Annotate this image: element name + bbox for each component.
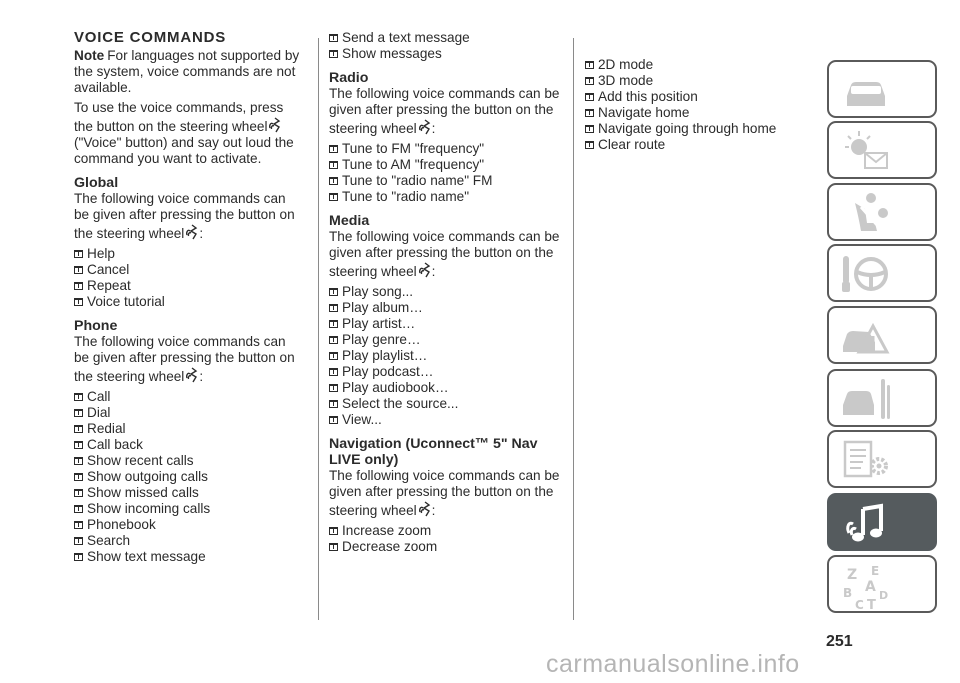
global-intro xyxy=(74,191,302,242)
command-text: Play audiobook… xyxy=(342,380,449,395)
command-list-item xyxy=(329,396,561,412)
bullet-icon xyxy=(329,193,338,201)
svg-text:E: E xyxy=(871,564,880,578)
usage-text-1: To use the voice commands, press the button on the steering wheel xyxy=(74,100,284,134)
voice-button-icon xyxy=(418,118,431,134)
phone-intro xyxy=(74,334,302,385)
bullet-icon xyxy=(74,505,83,513)
column-3 xyxy=(585,57,810,153)
bullet-icon xyxy=(329,416,338,424)
chapter-tab-dashboard[interactable] xyxy=(827,121,937,179)
colon: : xyxy=(199,226,204,241)
command-text: Show incoming calls xyxy=(87,501,211,516)
command-text: Cancel xyxy=(87,262,130,277)
command-text: 3D mode xyxy=(598,73,654,88)
bullet-icon xyxy=(74,489,83,497)
command-text: View... xyxy=(342,412,382,427)
car-service-tools-icon xyxy=(841,375,891,425)
svg-text:D: D xyxy=(879,589,889,602)
chapter-tab-index[interactable] xyxy=(827,555,937,613)
command-list-item xyxy=(329,523,561,539)
bullet-icon xyxy=(329,145,338,153)
command-text: Navigate home xyxy=(598,105,690,120)
bullet-icon xyxy=(74,282,83,290)
colon: : xyxy=(431,121,436,136)
bullet-icon xyxy=(74,425,83,433)
chapter-tab-emergency[interactable] xyxy=(827,306,937,364)
command-text: Select the source... xyxy=(342,396,459,411)
phone-heading: Phone xyxy=(74,318,118,334)
bullet-icon xyxy=(329,304,338,312)
bullet-icon xyxy=(329,527,338,535)
command-text: Tune to "radio name" FM xyxy=(342,173,493,188)
command-text: Increase zoom xyxy=(342,523,432,538)
command-list-item xyxy=(329,284,561,300)
command-text: Repeat xyxy=(87,278,131,293)
command-list-item xyxy=(585,57,810,73)
multimedia-note-icon xyxy=(841,499,891,549)
command-list-item xyxy=(329,300,561,316)
specs-gear-icon xyxy=(841,436,891,486)
navigation-heading-line-2: LIVE only) xyxy=(329,452,399,468)
alphabetical-index-icon xyxy=(841,561,891,611)
bullet-icon xyxy=(329,320,338,328)
command-list-item xyxy=(74,437,302,453)
bullet-icon xyxy=(74,393,83,401)
command-list-item xyxy=(74,469,302,485)
command-text: Add this position xyxy=(598,89,698,104)
bullet-icon xyxy=(74,537,83,545)
phone-command-list xyxy=(74,389,302,565)
command-text: Call back xyxy=(87,437,143,452)
command-text: Navigate going through home xyxy=(598,121,777,136)
command-text: Play genre… xyxy=(342,332,421,347)
command-list-item xyxy=(74,501,302,517)
radio-command-list xyxy=(329,141,561,205)
bullet-icon xyxy=(74,409,83,417)
chapter-tab-technical-data[interactable] xyxy=(827,430,937,488)
command-list-item xyxy=(329,412,561,428)
command-text: Play artist… xyxy=(342,316,416,331)
bullet-icon xyxy=(74,266,83,274)
bullet-icon xyxy=(74,250,83,258)
command-list-item xyxy=(329,46,561,62)
bullet-icon xyxy=(329,34,338,42)
media-intro-text: The following voice commands can be given after pressing the button on the steering wheel xyxy=(329,229,560,279)
command-list-item xyxy=(329,364,561,380)
command-list-item xyxy=(74,549,302,565)
media-heading: Media xyxy=(329,213,370,229)
command-list-item xyxy=(329,30,561,46)
usage-text-2: ("Voice" button) and say out loud the command you want to activate. xyxy=(74,135,294,166)
command-list-item xyxy=(585,105,810,121)
command-list-item xyxy=(74,262,302,278)
phone-command-list-continued xyxy=(329,30,561,62)
note-text: For languages not supported by the system, voice commands are not available. xyxy=(74,48,300,95)
bullet-icon xyxy=(329,336,338,344)
command-text: Show text message xyxy=(87,549,206,564)
command-list-item xyxy=(74,278,302,294)
command-text: Voice tutorial xyxy=(87,294,165,309)
command-text: Play song... xyxy=(342,284,414,299)
chapter-tab-multimedia[interactable] xyxy=(827,493,937,551)
bullet-icon xyxy=(329,161,338,169)
media-command-list xyxy=(329,284,561,428)
command-list-item xyxy=(74,389,302,405)
voice-button-icon xyxy=(185,366,198,382)
navigation-heading-line-1: Navigation (Uconnect™ 5" Nav xyxy=(329,436,538,452)
airbag-seat-icon xyxy=(841,189,891,239)
command-list-item xyxy=(74,453,302,469)
voice-button-icon xyxy=(185,223,198,239)
command-list-item xyxy=(585,121,810,137)
colon: : xyxy=(431,503,436,518)
column-divider xyxy=(573,38,574,620)
radio-intro-text: The following voice commands can be given after pressing the button on the steering wheel xyxy=(329,86,560,136)
bullet-icon xyxy=(585,77,594,85)
command-text: Show recent calls xyxy=(87,453,194,468)
bullet-icon xyxy=(329,368,338,376)
colon: : xyxy=(199,369,204,384)
page-number: 251 xyxy=(826,633,853,650)
navigation-command-list-continued xyxy=(585,57,810,153)
svg-text:A: A xyxy=(865,579,876,595)
navigation-command-list xyxy=(329,523,561,555)
command-text: Decrease zoom xyxy=(342,539,438,554)
watermark: carmanualsonline.info xyxy=(546,650,800,678)
colon: : xyxy=(431,264,436,279)
command-list-item xyxy=(329,157,561,173)
chapter-tab-safety[interactable] xyxy=(827,183,937,241)
column-2 xyxy=(329,30,561,555)
bullet-icon xyxy=(74,457,83,465)
voice-button-icon xyxy=(418,261,431,277)
svg-text:C: C xyxy=(855,598,864,611)
note-label: Note xyxy=(74,48,105,63)
command-text: Send a text message xyxy=(342,30,470,45)
usage-paragraph xyxy=(74,100,302,167)
command-list-item xyxy=(74,485,302,501)
command-list-item xyxy=(585,137,810,153)
bullet-icon xyxy=(329,50,338,58)
command-list-item xyxy=(585,73,810,89)
command-text: Play podcast… xyxy=(342,364,434,379)
command-list-item xyxy=(329,316,561,332)
bullet-icon xyxy=(329,177,338,185)
command-text: Tune to "radio name" xyxy=(342,189,470,204)
command-text: Play playlist… xyxy=(342,348,428,363)
command-text: Call xyxy=(87,389,111,404)
navigation-intro-text: The following voice commands can be given after pressing the button on the steering wheel xyxy=(329,468,560,518)
global-intro-text: The following voice commands can be given after pressing the button on the steering wheel xyxy=(74,191,295,241)
warning-lights-mail-icon xyxy=(841,127,891,177)
media-intro xyxy=(329,229,561,280)
car-accident-icon xyxy=(841,312,891,362)
bullet-icon xyxy=(585,61,594,69)
bullet-icon xyxy=(74,298,83,306)
command-list-item xyxy=(74,517,302,533)
svg-text:B: B xyxy=(843,586,853,600)
bullet-icon xyxy=(329,352,338,360)
bullet-icon xyxy=(585,109,594,117)
command-text: Search xyxy=(87,533,131,548)
column-1 xyxy=(74,30,302,565)
command-list-item xyxy=(329,141,561,157)
command-text: Redial xyxy=(87,421,126,436)
command-list-item xyxy=(329,539,561,555)
command-text: Clear route xyxy=(598,137,666,152)
command-text: Play album… xyxy=(342,300,423,315)
command-text: Tune to AM "frequency" xyxy=(342,157,485,172)
bullet-icon xyxy=(74,521,83,529)
command-list-item xyxy=(74,421,302,437)
chapter-tab-maintenance[interactable] xyxy=(827,369,937,427)
command-text: Show missed calls xyxy=(87,485,199,500)
command-list-item xyxy=(74,246,302,262)
bullet-icon xyxy=(74,553,83,561)
phone-intro-text: The following voice commands can be given after pressing the button on the steering wheel xyxy=(74,334,295,384)
command-list-item xyxy=(329,348,561,364)
command-text: Show messages xyxy=(342,46,442,61)
command-text: Tune to FM "frequency" xyxy=(342,141,485,156)
bullet-icon xyxy=(329,543,338,551)
radio-heading: Radio xyxy=(329,70,369,86)
command-list-item xyxy=(329,380,561,396)
column-divider xyxy=(318,38,319,620)
navigation-heading xyxy=(329,436,561,468)
command-list-item xyxy=(74,294,302,310)
chapter-tab-driving[interactable] xyxy=(827,244,937,302)
voice-button-icon xyxy=(268,116,281,132)
command-list-item xyxy=(585,89,810,105)
bullet-icon xyxy=(74,473,83,481)
command-text: Help xyxy=(87,246,115,261)
svg-text:T: T xyxy=(867,598,876,611)
global-command-list xyxy=(74,246,302,310)
voice-button-icon xyxy=(418,500,431,516)
bullet-icon xyxy=(329,400,338,408)
bullet-icon xyxy=(585,141,594,149)
bullet-icon xyxy=(585,93,594,101)
bullet-icon xyxy=(329,384,338,392)
note-paragraph xyxy=(74,48,302,96)
command-text: Show outgoing calls xyxy=(87,469,208,484)
bullet-icon xyxy=(329,288,338,296)
command-list-item xyxy=(74,533,302,549)
key-steering-wheel-icon xyxy=(841,250,891,300)
command-list-item xyxy=(329,173,561,189)
command-text: 2D mode xyxy=(598,57,654,72)
navigation-intro xyxy=(329,468,561,519)
command-text: Phonebook xyxy=(87,517,156,532)
svg-text:Z: Z xyxy=(847,567,858,583)
command-text: Dial xyxy=(87,405,111,420)
command-list-item xyxy=(329,332,561,348)
global-heading: Global xyxy=(74,175,119,191)
car-icon xyxy=(841,66,891,116)
chapter-tab-car[interactable] xyxy=(827,60,937,118)
radio-intro xyxy=(329,86,561,137)
bullet-icon xyxy=(585,125,594,133)
page-title: VOICE COMMANDS xyxy=(74,29,227,46)
command-list-item xyxy=(74,405,302,421)
command-list-item xyxy=(329,189,561,205)
bullet-icon xyxy=(74,441,83,449)
